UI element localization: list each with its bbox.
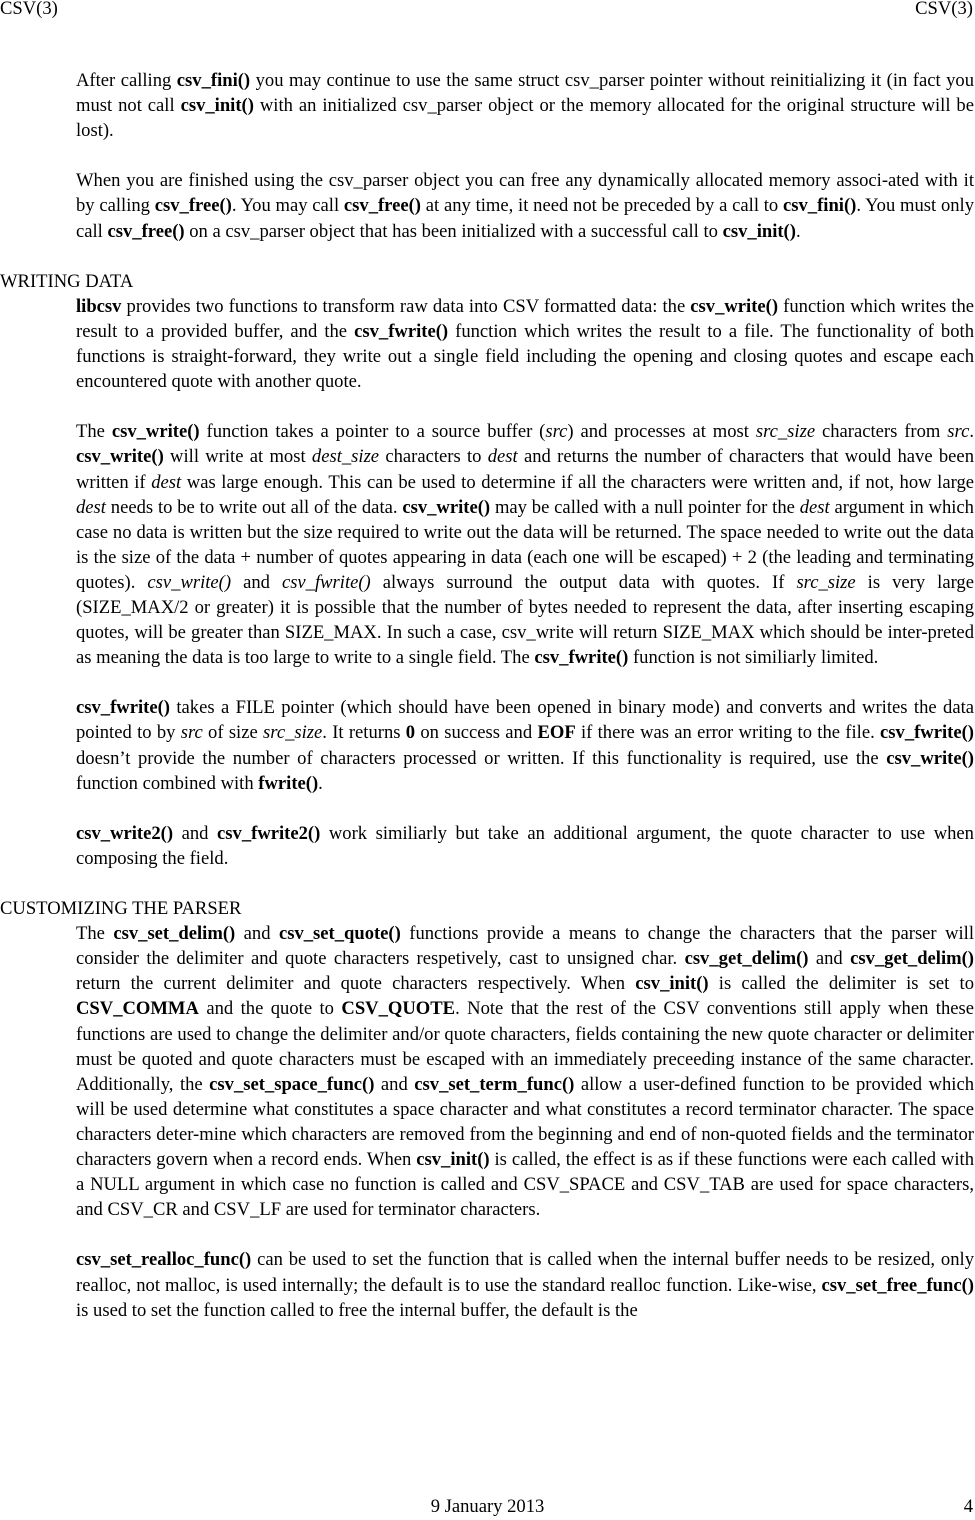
section-heading-writing-data: WRITING DATA (0, 270, 134, 292)
w2-run-7: src (947, 421, 970, 443)
c1-run-13: CSV_QUOTE (341, 998, 456, 1020)
w1-run-5: function which writes the result to a file. The functionality of both functions is straight-forward, they write out a single field including the opening and closing quotes and escape each encountered quote with another quote. (76, 320, 974, 393)
w3-run-12: csv_write() (886, 747, 974, 769)
c1-run-11: CSV_COMMA (76, 998, 199, 1020)
w2-run-29: csv_fwrite() (534, 647, 629, 669)
w3-run-5: . It returns (322, 722, 406, 744)
p2-run-7: csv_free() (107, 220, 185, 242)
p2-run-3: csv_free() (343, 195, 421, 217)
c1-run-0: The (76, 923, 114, 945)
w4-run-2: csv_fwrite2() (217, 822, 321, 844)
w2-run-27: src_size (796, 571, 856, 593)
p2-run-8: on a csv_parser object that has been initialized with a successful call to (184, 220, 723, 242)
c1-run-7: csv_get_delim() (850, 948, 974, 970)
c1-run-3: csv_set_quote() (278, 923, 401, 945)
c1-run-1: csv_set_delim() (113, 923, 236, 945)
paragraph-csv-fwrite (76, 695, 974, 795)
c1-run-5: csv_get_delim() (684, 948, 809, 970)
w2-run-22: argument in which case no data is written but the size required to write out the data will be returned. The space needed to write out the data is the size of the data + number of quotes appearing in data (each one will be escaped) + 2 (the leading and terminating quotes). (76, 496, 974, 593)
w2-run-6: characters from (815, 421, 948, 443)
w2-run-20: may be called with a null pointer for the (490, 496, 800, 518)
w3-run-11: doesn’t provide the number of characters processed or written. If this functionality is required, use the (76, 747, 887, 769)
w4-run-3: work similiarly but take an additional argument, the quote character to use when composing the field. (76, 822, 974, 869)
w3-run-7: on success and (415, 722, 538, 744)
c1-run-19: csv_init() (416, 1149, 490, 1171)
c1-run-9: csv_init() (635, 973, 709, 995)
c2-run-0: csv_set_realloc_func() (76, 1249, 252, 1271)
w3-run-1: takes a FILE pointer (which should have been opened in binary mode) and converts and writes the data pointed to by (76, 697, 974, 744)
paragraph-set-delim (76, 921, 974, 1222)
p2-run-6: . You must only call (76, 195, 974, 242)
paragraph-realloc-func (76, 1247, 974, 1322)
p2-run-10: . (795, 220, 801, 242)
w2-run-26: always surround the output data with quotes. If (370, 571, 797, 593)
w2-run-8: . (969, 421, 974, 443)
w3-run-6: 0 (405, 722, 416, 744)
c1-run-10: is called the delimiter is set to (708, 973, 974, 995)
c1-run-16: and (374, 1073, 415, 1095)
w2-run-2: function takes a pointer to a source buffer ( (199, 421, 546, 443)
section-heading-customizing: CUSTOMIZING THE PARSER (0, 898, 242, 920)
w1-run-4: csv_fwrite() (354, 320, 449, 342)
c2-run-2: csv_set_free_func() (821, 1274, 974, 1296)
p2-run-9: csv_init() (722, 220, 796, 242)
w3-run-2: src (180, 722, 203, 744)
page-header (0, 0, 975, 22)
p2-run-2: . You may call (231, 195, 344, 217)
footer-page-number: 4 (963, 1496, 973, 1517)
c1-run-8: return the current delimiter and quote characters respectively. When (76, 973, 636, 995)
p1-run-1: csv_fini() (176, 70, 251, 91)
p1-run-4: with an initialized csv_parser object or the memory allocated for the original structure will be lost). (76, 95, 974, 142)
w2-run-13: dest (487, 446, 518, 468)
c1-run-2: and (235, 923, 279, 945)
c1-run-4: functions provide a means to change the characters that the parser will consider the delimiter and quote characters respetively, cast to unsigned char. (76, 923, 974, 970)
w1-run-3: function which writes the result to a provided buffer, and the (76, 295, 974, 342)
c1-run-17: csv_set_term_func() (414, 1073, 575, 1095)
w2-run-23: csv_write() (147, 571, 232, 593)
w3-run-4: src_size (263, 722, 323, 744)
w1-run-1: provides two functions to transform raw data into CSV formatted data: the (121, 295, 691, 317)
w4-run-0: csv_write2() (76, 822, 174, 844)
w3-run-13: function combined with (76, 772, 259, 794)
w2-run-18: needs to be to write out all of the data. (105, 496, 403, 518)
w2-run-21: dest (799, 496, 830, 518)
w2-run-19: csv_write() (402, 496, 491, 518)
p2-run-4: at any time, it need not be preceded by a call to (421, 195, 783, 217)
paragraph-csv-write (76, 419, 974, 670)
w2-run-0: The (76, 421, 112, 443)
w2-run-14: and returns the number of characters that would have been written if (76, 446, 974, 493)
p2-run-5: csv_fini() (783, 195, 857, 217)
paragraph-free (76, 168, 974, 243)
c1-run-15: csv_set_space_func() (209, 1073, 375, 1095)
w2-run-24: and (231, 571, 282, 593)
w3-run-9: if there was an error writing to the file. (575, 722, 881, 744)
w2-run-16: was large enough. This can be used to determine if all the characters were written and, if not, how large (181, 471, 974, 493)
paragraph-fini (76, 68, 974, 143)
p1-run-2: you may continue to use the same struct csv_parser pointer without reinitializing it (in fact you must not call (76, 70, 974, 117)
w3-run-0: csv_fwrite() (76, 697, 170, 719)
p1-run-0: After calling (76, 70, 177, 91)
w1-run-2: csv_write() (690, 295, 779, 317)
w3-run-8: EOF (537, 722, 576, 744)
w2-run-3: src (545, 421, 568, 443)
w3-run-10: csv_fwrite() (880, 722, 974, 744)
c1-run-6: and (808, 948, 851, 970)
w2-run-11: dest_size (311, 446, 380, 468)
c1-run-14: . Note that the rest of the CSV conventions still apply when these functions are used to change the delimiter and/or quote characters, fields containing the new quote character or delimiter must be quoted and quote characters must be escaped with an immediately preceeding instance of the same character. Additionally, the (76, 998, 975, 1095)
w1-run-0: libcsv (76, 295, 122, 317)
p2-run-0: When you are finished using the csv_parser object you can free any dynamically allocated memory associ-ated with it by calling (76, 170, 974, 217)
c1-run-12: and the quote to (198, 998, 342, 1020)
header-right: CSV(3) (915, 0, 973, 19)
w3-run-15: . (318, 772, 323, 794)
w2-run-12: characters to (379, 446, 488, 468)
w3-run-14: fwrite() (258, 772, 319, 794)
c2-run-3: is used to set the function called to free the internal buffer, the default is the (76, 1299, 638, 1321)
paragraph-csv-write2 (76, 821, 974, 871)
w2-run-4: ) and processes at most (567, 421, 756, 443)
p2-run-1: csv_free() (154, 195, 232, 217)
c1-run-20: is called, the effect is as if these functions were each called with a NULL argument in which case no function is called and CSV_SPACE and CSV_TAB are used for space characters, and CSV_CR and CSV_LF are used for terminator characters. (76, 1149, 974, 1221)
page-footer (0, 1494, 975, 1520)
w2-run-5: src_size (755, 421, 816, 443)
w2-run-9: csv_write() (76, 446, 164, 468)
w2-run-28: is very large (SIZE_MAX/2 or greater) it is possible that the number of bytes needed to represent the data, after inserting escaping quotes, will be greater than SIZE_MAX. In such a case, csv_write will return SIZE_MAX which should be inter-preted as meaning the data is too large to write to a single field. The (76, 571, 974, 669)
w2-run-30: function is not similiarly limited. (628, 647, 879, 669)
w3-run-3: of size (202, 722, 264, 744)
w2-run-10: will write at most (163, 446, 312, 468)
page-body (0, 68, 975, 1323)
w2-run-15: dest (151, 471, 182, 493)
paragraph-write-intro (76, 294, 974, 394)
p1-run-3: csv_init() (180, 95, 254, 117)
w4-run-1: and (173, 822, 218, 844)
w2-run-25: csv_fwrite() (281, 571, 371, 593)
c1-run-18: allow a user-defined function to be provided which will be used determine what constitutes a space character and what constitutes a record terminator character. The space characters deter-mine which characters are removed from the beginning and end of non-quoted fields and the terminator characters govern when a record ends. When (76, 1073, 974, 1171)
header-left: CSV(3) (0, 0, 58, 19)
w2-run-17: dest (76, 496, 106, 518)
footer-date: 9 January 2013 (430, 1496, 545, 1517)
w2-run-1: csv_write() (111, 421, 200, 443)
c2-run-1: can be used to set the function that is called when the internal buffer needs to be resized, only realloc, not malloc, is used internally; the default is to use the standard realloc function. Like-wise, (76, 1249, 974, 1296)
